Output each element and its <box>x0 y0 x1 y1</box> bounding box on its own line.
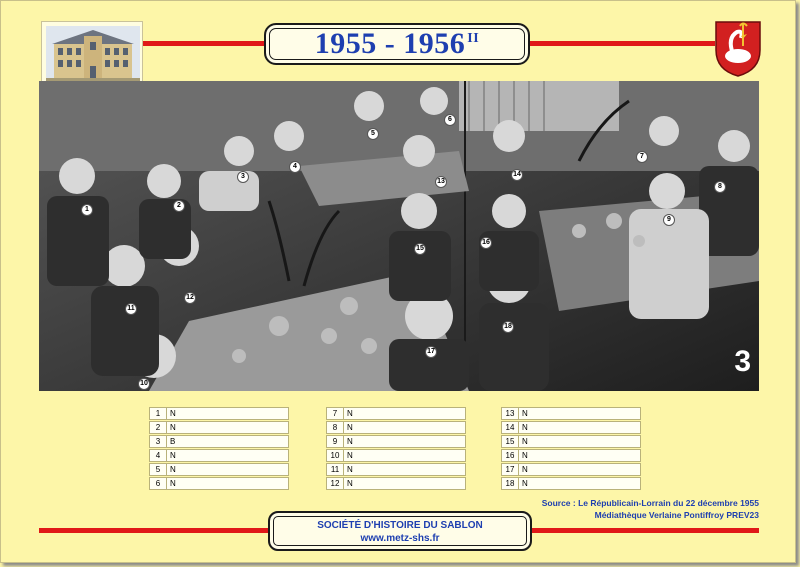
name-row <box>501 449 641 462</box>
name-value[interactable]: N <box>519 463 641 476</box>
name-number: 4 <box>149 449 167 462</box>
photo-marker: 7 <box>636 151 648 163</box>
title-suffix: II <box>467 31 480 46</box>
title-plaque <box>264 23 530 65</box>
name-number: 11 <box>326 463 344 476</box>
photo-marker: 5 <box>367 128 379 140</box>
name-value[interactable]: B <box>167 435 289 448</box>
top-red-line-left <box>143 41 265 46</box>
name-number: 17 <box>501 463 519 476</box>
names-column-2 <box>326 407 466 491</box>
photo-marker: 3 <box>237 171 249 183</box>
name-value[interactable]: N <box>519 449 641 462</box>
name-number: 8 <box>326 421 344 434</box>
source-line2: Médiathèque Verlaine Pontiffroy PREV23 <box>594 510 759 520</box>
name-row <box>501 463 641 476</box>
name-row <box>326 463 466 476</box>
name-value[interactable]: N <box>167 407 289 420</box>
name-row <box>149 477 289 490</box>
name-value[interactable]: N <box>344 477 466 490</box>
name-number: 6 <box>149 477 167 490</box>
bottom-red-line-left <box>39 528 269 533</box>
footer-plaque <box>268 511 532 551</box>
name-row <box>326 449 466 462</box>
name-number: 7 <box>326 407 344 420</box>
society-url-link[interactable]: www.metz-shs.fr <box>360 533 440 544</box>
page-number: 3 <box>734 345 751 378</box>
name-row <box>149 421 289 434</box>
name-value[interactable]: N <box>519 421 641 434</box>
name-value[interactable]: N <box>344 407 466 420</box>
photo-marker: 8 <box>714 181 726 193</box>
coat-of-arms-icon <box>713 18 763 78</box>
name-value[interactable]: N <box>519 477 641 490</box>
name-number: 1 <box>149 407 167 420</box>
photo-marker: 11 <box>125 303 137 315</box>
photo-marker: 17 <box>425 346 437 358</box>
photo-marker: 15 <box>414 243 426 255</box>
name-value[interactable]: N <box>167 449 289 462</box>
name-row <box>326 477 466 490</box>
name-number: 14 <box>501 421 519 434</box>
name-value[interactable]: N <box>344 449 466 462</box>
photo-marker: 10 <box>138 378 150 390</box>
class-photo-image <box>39 81 759 391</box>
name-row <box>501 435 641 448</box>
name-value[interactable]: N <box>519 407 641 420</box>
name-row <box>326 421 466 434</box>
name-row <box>149 407 289 420</box>
school-building-icon <box>46 26 140 84</box>
name-value[interactable]: N <box>167 421 289 434</box>
name-number: 16 <box>501 449 519 462</box>
photo-marker: 1 <box>81 204 93 216</box>
photo-marker: 13 <box>435 176 447 188</box>
photo-marker: 2 <box>173 200 185 212</box>
name-value[interactable]: N <box>519 435 641 448</box>
name-value[interactable]: N <box>167 477 289 490</box>
photo-marker: 12 <box>184 292 196 304</box>
bottom-red-line-right <box>531 528 759 533</box>
name-row <box>501 407 641 420</box>
photo-marker: 4 <box>289 161 301 173</box>
name-value[interactable]: N <box>344 435 466 448</box>
class-photo <box>39 81 759 391</box>
name-number: 5 <box>149 463 167 476</box>
name-value[interactable]: N <box>344 463 466 476</box>
name-number: 10 <box>326 449 344 462</box>
name-row <box>501 477 641 490</box>
name-number: 3 <box>149 435 167 448</box>
name-value[interactable]: N <box>167 463 289 476</box>
source-line1: Source : Le Républicain-Lorrain du 22 décembre 1955 <box>541 498 759 508</box>
photo-marker: 16 <box>480 237 492 249</box>
name-row <box>326 407 466 420</box>
society-name: SOCIÉTÉ D'HISTOIRE DU SABLON <box>317 520 483 531</box>
name-value[interactable]: N <box>344 421 466 434</box>
name-row <box>149 463 289 476</box>
names-column-1 <box>149 407 289 491</box>
photo-marker: 18 <box>502 321 514 333</box>
photo-marker: 14 <box>511 169 523 181</box>
photo-marker: 6 <box>444 114 456 126</box>
name-number: 15 <box>501 435 519 448</box>
photo-marker: 9 <box>663 214 675 226</box>
page-title <box>315 27 479 61</box>
name-row <box>149 435 289 448</box>
name-number: 13 <box>501 407 519 420</box>
name-row <box>149 449 289 462</box>
name-number: 12 <box>326 477 344 490</box>
name-row <box>326 435 466 448</box>
name-number: 18 <box>501 477 519 490</box>
name-number: 9 <box>326 435 344 448</box>
name-row <box>501 421 641 434</box>
name-number: 2 <box>149 421 167 434</box>
names-column-3 <box>501 407 641 491</box>
top-red-line-right <box>529 41 715 46</box>
title-years: 1955 - 1956 <box>314 27 466 60</box>
